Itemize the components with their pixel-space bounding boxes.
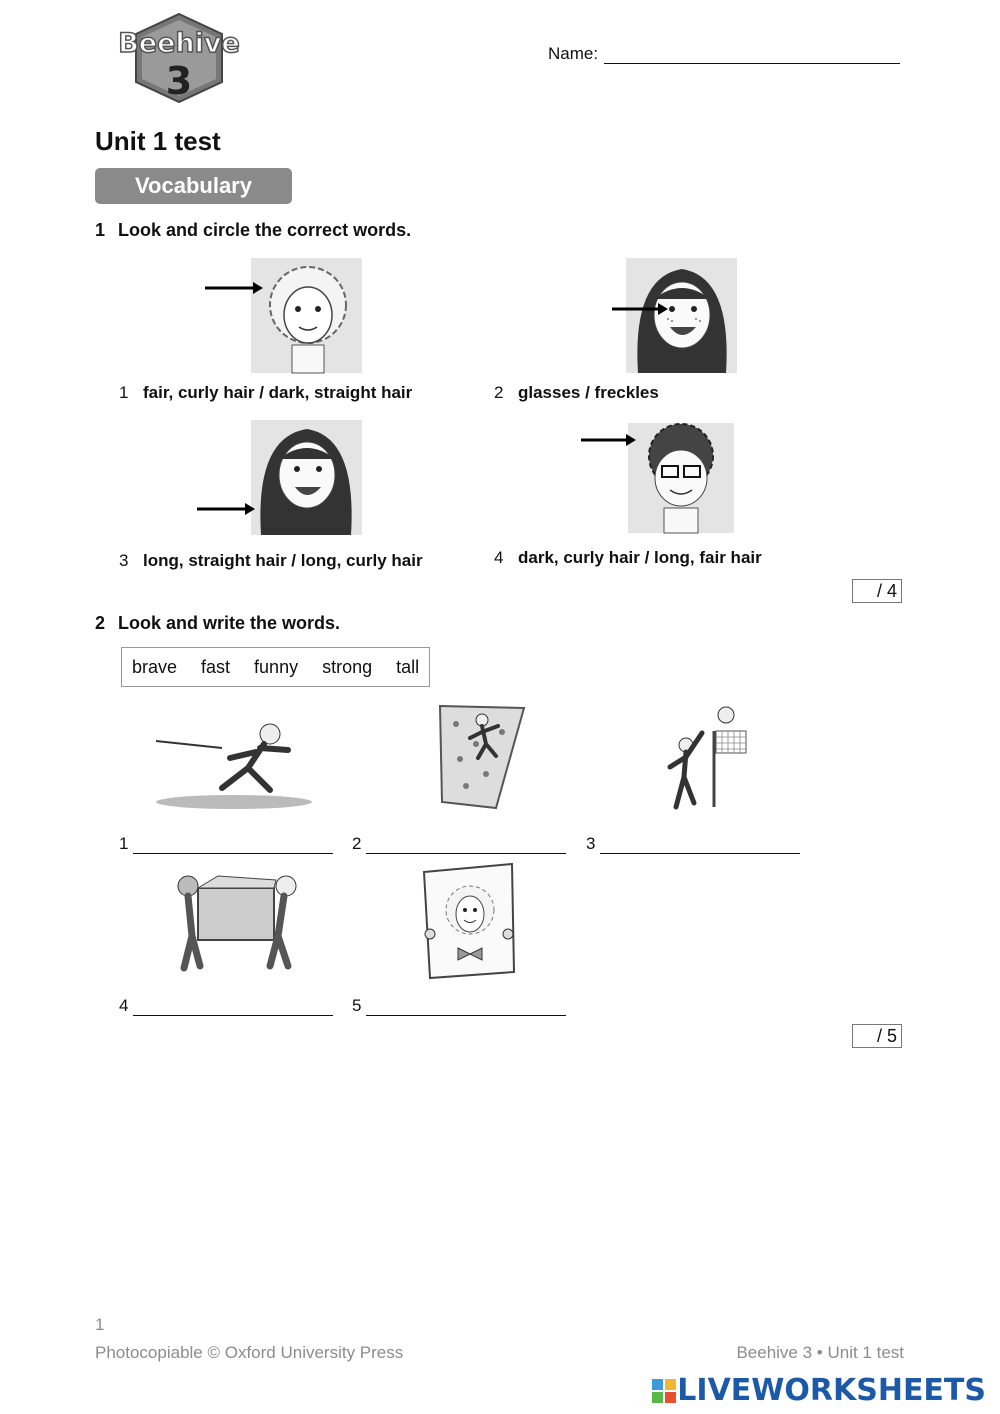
picture-curly-dark-hair-boy — [578, 422, 738, 534]
q2-answer-4: 4 — [119, 996, 333, 1016]
picture-long-hair-girl — [195, 419, 365, 537]
logo-level: 3 — [165, 59, 193, 103]
q2-score-box: / 5 — [852, 1024, 902, 1048]
q1-item-2: 2 glasses / freckles — [494, 383, 659, 402]
q1-score-box: / 4 — [852, 579, 902, 603]
picture-freckles-girl — [610, 257, 740, 375]
q1-item-4: 4 dark, curly hair / long, fair hair — [494, 548, 762, 567]
question-2-number: 2 — [95, 613, 106, 633]
picture-climbing-wall — [436, 704, 528, 810]
footer-unit: Beehive 3 • Unit 1 test — [736, 1343, 904, 1362]
q1-item-1-text[interactable]: fair, curly hair / dark, straight hair — [143, 383, 413, 402]
name-label: Name: — [548, 44, 599, 63]
footer-copyright: Photocopiable © Oxford University Press — [95, 1343, 404, 1362]
word-bank — [121, 647, 430, 687]
liveworksheets-text: LIVEWORKSHEETS — [677, 1373, 986, 1408]
picture-curly-hair-boy — [200, 257, 365, 375]
word-brave: brave — [132, 656, 178, 677]
q2-answer-3: 3 — [586, 834, 800, 854]
word-strong: strong — [322, 656, 373, 677]
logo-brand: Beehive — [118, 28, 240, 59]
word-fast: fast — [201, 656, 231, 677]
q2-answer-5: 5 — [352, 996, 566, 1016]
question-1-instruction: Look and circle the correct words. — [118, 220, 412, 240]
q2-answer-5-input[interactable] — [366, 999, 566, 1016]
q1-item-3-text[interactable]: long, straight hair / long, curly hair — [143, 551, 423, 570]
page-number: 1 — [95, 1315, 105, 1334]
name-field — [548, 44, 900, 64]
picture-kids-carrying-box — [166, 866, 306, 974]
beehive-logo — [112, 12, 247, 104]
question-2-heading — [95, 613, 340, 634]
q1-item-2-text[interactable]: glasses / freckles — [518, 383, 659, 402]
question-1-number: 1 — [95, 220, 106, 240]
q2-answer-1-input[interactable] — [133, 837, 333, 854]
section-badge: Vocabulary — [95, 168, 292, 204]
q2-answer-3-input[interactable] — [600, 837, 800, 854]
q2-answer-4-input[interactable] — [133, 999, 333, 1016]
question-1-heading — [95, 220, 411, 241]
liveworksheets-logo-icon — [651, 1378, 677, 1404]
name-input[interactable] — [604, 45, 900, 64]
q1-item-3: 3 long, straight hair / long, curly hair — [119, 551, 423, 570]
picture-volleyball-girl — [660, 703, 752, 815]
q1-item-4-text[interactable]: dark, curly hair / long, fair hair — [518, 548, 762, 567]
word-funny: funny — [254, 656, 299, 677]
liveworksheets-watermark — [651, 1373, 986, 1408]
question-2-instruction: Look and write the words. — [118, 613, 341, 633]
q2-answer-2: 2 — [352, 834, 566, 854]
picture-running-girl — [152, 716, 317, 814]
q2-answer-1: 1 — [119, 834, 333, 854]
page-title: Unit 1 test — [95, 126, 221, 156]
q1-item-1: 1 fair, curly hair / dark, straight hair — [119, 383, 413, 402]
word-tall: tall — [396, 656, 420, 677]
q2-answer-2-input[interactable] — [366, 837, 566, 854]
picture-funny-clown-drawing — [420, 862, 520, 980]
